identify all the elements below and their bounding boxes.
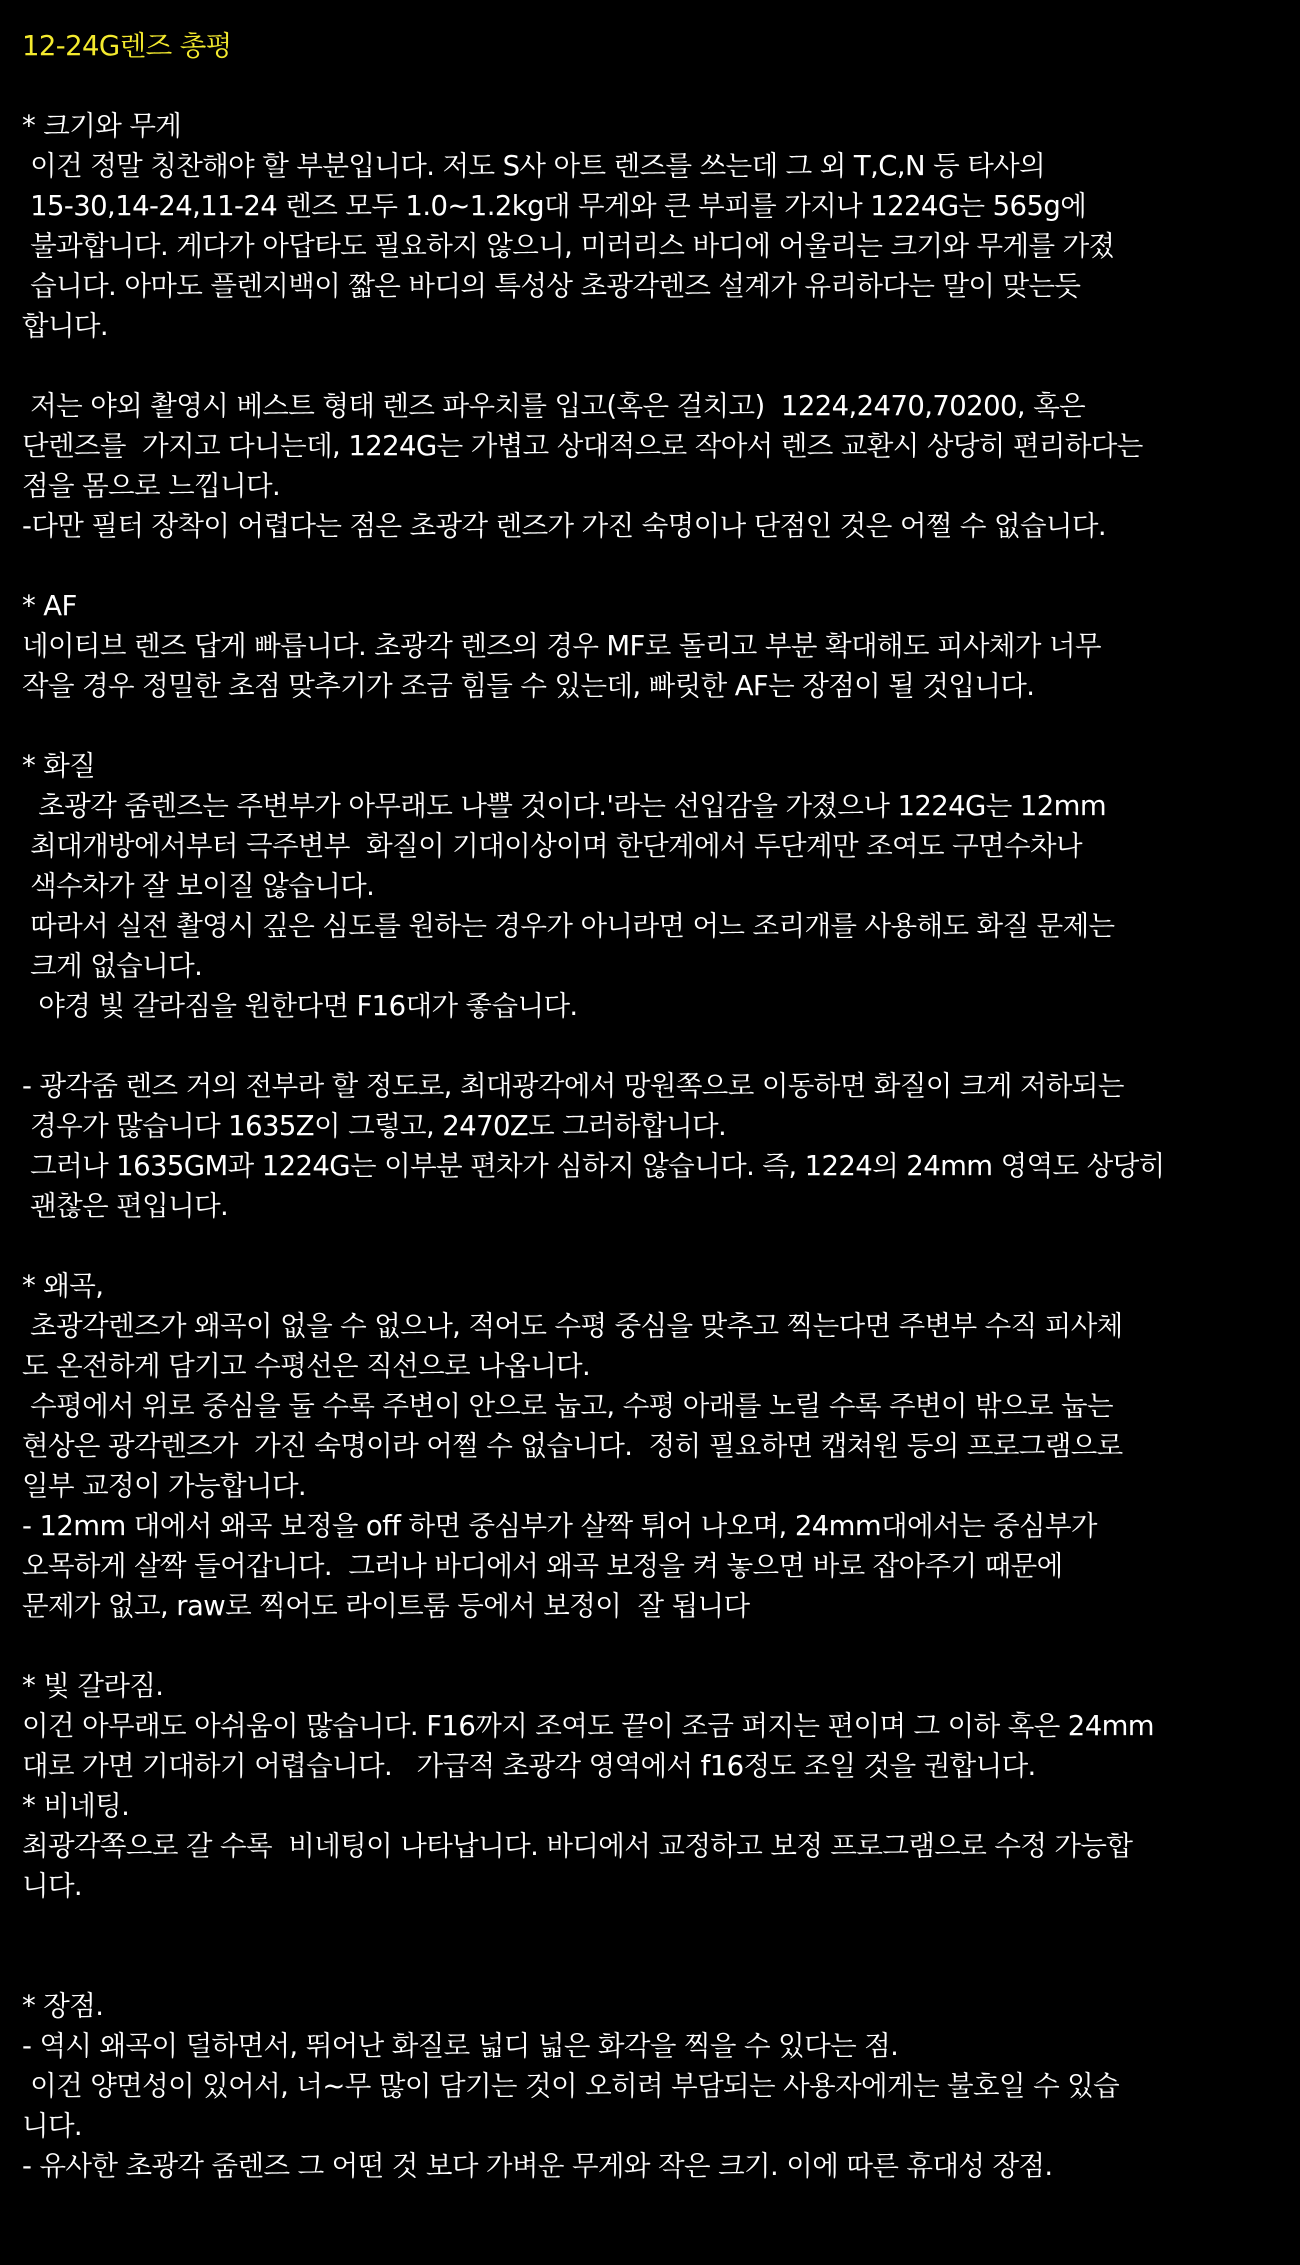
text-line: 따라서 실전 촬영시 깊은 심도를 원하는 경우가 아니라면 어느 조리개를 사용해도 화질 문제는 (22, 910, 1115, 942)
text-line: * 빛 갈라짐. (22, 1670, 164, 1702)
text-line: 초광각 줌렌즈는 주변부가 아무래도 나쁠 것이다.'라는 선입감을 가졌으나 1224G는 12mm (22, 790, 1107, 822)
text-line: - 유사한 초광각 줌렌즈 그 어떤 것 보다 가벼운 무게와 작은 크기. 이에 따른 휴대성 장점. (22, 2150, 1053, 2182)
text-line: 불과합니다. 게다가 아답타도 필요하지 않으니, 미러리스 바디에 어울리는 크기와 무게를 가졌 (22, 230, 1115, 262)
text-line: 문제가 없고, raw로 찍어도 라이트룸 등에서 보정이 잘 됩니다 (22, 1590, 750, 1622)
text-line: 이건 아무래도 아쉬움이 많습니다. F16까지 조여도 끝이 조금 퍼지는 편이며 그 이하 혹은 24mm (22, 1710, 1154, 1742)
text-line: * AF (22, 590, 77, 622)
text-line: 작을 경우 정밀한 초점 맞추기가 조금 힘들 수 있는데, 빠릿한 AF는 장점이 될 것입니다. (22, 670, 1035, 702)
text-line: 도 온전하게 담기고 수평선은 직선으로 나옵니다. (22, 1350, 591, 1382)
text-line: 그러나 1635GM과 1224G는 이부분 편차가 심하지 않습니다. 즉, 1224의 24mm 영역도 상당히 (22, 1150, 1165, 1182)
text-line: 최광각쪽으로 갈 수록 비네팅이 나타납니다. 바디에서 교정하고 보정 프로그램으로 수정 가능합 (22, 1830, 1133, 1862)
text-line: 네이티브 렌즈 답게 빠릅니다. 초광각 렌즈의 경우 MF로 돌리고 부분 확대해도 피사체가 너무 (22, 630, 1101, 662)
text-line: 점을 몸으로 느낍니다. (22, 470, 281, 502)
text-line: - 역시 왜곡이 덜하면서, 뛰어난 화질로 넓디 넓은 화각을 찍을 수 있다는 점. (22, 2030, 899, 2062)
text-line: 저는 야외 촬영시 베스트 형태 렌즈 파우치를 입고(혹은 걸치고) 1224,2470,70200, 혹은 (22, 390, 1086, 422)
text-line: * 크기와 무게 (22, 110, 182, 142)
text-line: * 화질 (22, 750, 96, 782)
text-line: 색수차가 잘 보이질 않습니다. (22, 870, 375, 902)
text-line: 초광각렌즈가 왜곡이 없을 수 없으나, 적어도 수평 중심을 맞추고 찍는다면 주변부 수직 피사체 (22, 1310, 1123, 1342)
text-line: 단렌즈를 가지고 다니는데, 1224G는 가볍고 상대적으로 작아서 렌즈 교환시 상당히 편리하다는 (22, 430, 1143, 462)
text-line: 니다. (22, 1870, 83, 1902)
text-line: -다만 필터 장착이 어렵다는 점은 초광각 렌즈가 가진 숙명이나 단점인 것은 어쩔 수 없습니다. (22, 510, 1107, 542)
text-line: 15-30,14-24,11-24 렌즈 모두 1.0~1.2kg대 무게와 큰 부피를 가지나 1224G는 565g에 (22, 190, 1087, 222)
text-line: * 왜곡, (22, 1270, 104, 1302)
text-line: * 비네팅. (22, 1790, 130, 1822)
text-line: 습니다. 아마도 플렌지백이 짧은 바디의 특성상 초광각렌즈 설계가 유리하다는 말이 맞는듯 (22, 270, 1081, 302)
text-line: 대로 가면 기대하기 어렵습니다. 가급적 초광각 영역에서 f16정도 조일 것을 권합니다. (22, 1750, 1036, 1782)
text-line: 괜찮은 편입니다. (22, 1190, 229, 1222)
text-line: 이건 양면성이 있어서, 너~무 많이 담기는 것이 오히려 부담되는 사용자에게는 불호일 수 있습 (22, 2070, 1120, 2102)
text-line: - 광각줌 렌즈 거의 전부라 할 정도로, 최대광각에서 망원쪽으로 이동하면 화질이 크게 저하되는 (22, 1070, 1124, 1102)
text-line: 최대개방에서부터 극주변부 화질이 기대이상이며 한단계에서 두단계만 조여도 구면수차나 (22, 830, 1082, 862)
text-line: 경우가 많습니다 1635Z이 그렇고, 2470Z도 그러하합니다. (22, 1110, 727, 1142)
text-line: 합니다. (22, 310, 109, 342)
text-line: 일부 교정이 가능합니다. (22, 1470, 307, 1502)
text-line: - 12mm 대에서 왜곡 보정을 off 하면 중심부가 살짝 튀어 나오며, 24mm대에서는 중심부가 (22, 1510, 1097, 1542)
text-line: 야경 빛 갈라짐을 원한다면 F16대가 좋습니다. (22, 990, 578, 1022)
text-line: 현상은 광각렌즈가 가진 숙명이라 어쩔 수 없습니다. 정히 필요하면 캡쳐원 등의 프로그램으로 (22, 1430, 1123, 1462)
text-line: 크게 없습니다. (22, 950, 203, 982)
document-title: 12-24G렌즈 총평 (22, 30, 232, 62)
text-line: 수평에서 위로 중심을 둘 수록 주변이 안으로 눕고, 수평 아래를 노릴 수록 주변이 밖으로 눕는 (22, 1390, 1113, 1422)
text-line: 오목하게 살짝 들어갑니다. 그러나 바디에서 왜곡 보정을 켜 놓으면 바로 잡아주기 때문에 (22, 1550, 1063, 1582)
text-line: 니다. (22, 2110, 83, 2142)
text-line: * 장점. (22, 1990, 104, 2022)
text-line: 이건 정말 칭찬해야 할 부분입니다. 저도 S사 아트 렌즈를 쓰는데 그 외 T,C,N 등 타사의 (22, 150, 1046, 182)
